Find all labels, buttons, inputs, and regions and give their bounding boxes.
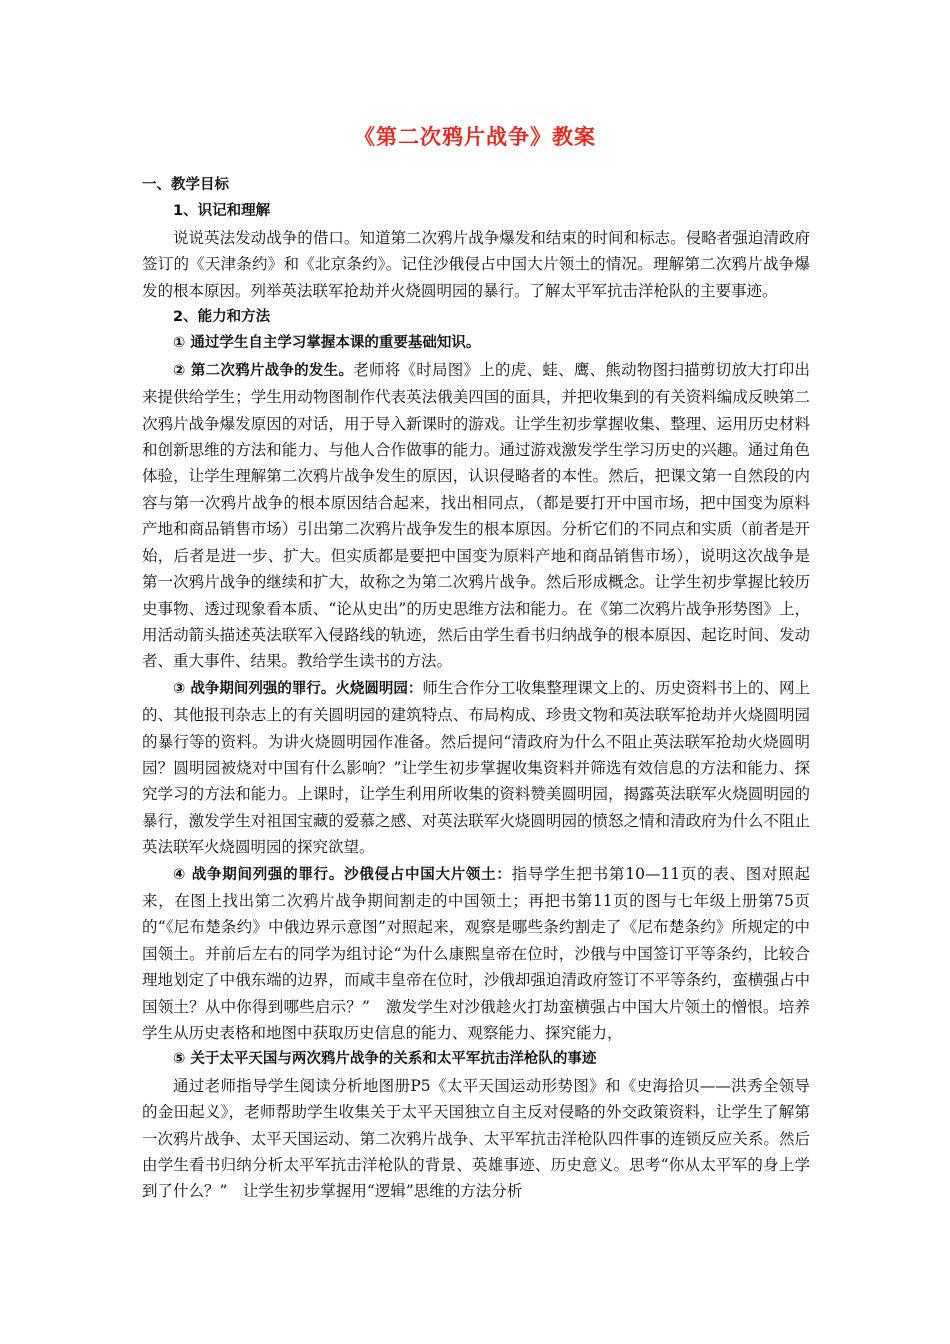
item-4-paragraph: [142, 861, 810, 1047]
subsection-heading-ability: 2、能力和方法: [173, 309, 271, 326]
item-3-lead: ③ 战争期间列强的罪行。火烧圆明园：: [173, 680, 423, 697]
paragraph-recall: 说说英法发动战争的借口。知道第二次鸦片战争爆发和结束的时间和标志。侵略者强迫清政府签订的《天津条约》和《北京条约》。记住沙俄侵占中国大片领土的情况。理解第二次鸦片战争爆发的根本原因。列举英法联军抢劫并火烧圆明园的暴行。了解太平军抗击洋枪队的主要事迹。: [142, 228, 810, 300]
item-2-lead: ② 第二次鸦片战争的发生。: [173, 362, 354, 379]
item-5-paragraph: 通过老师指导学生阅读分析地图册P5《太平天国运动形势图》和《史海拾贝——洪秀全领导的金田起义》，老师帮助学生收集关于太平天国独立自主反对侵略的外交政策资料，让学生了解第一次鸦片战争、太平天国运动、第二次鸦片战争、太平军抗击洋枪队四件事的连锁反应关系。然后由学生看书归纳分析太平军抗击洋枪队的背景、英雄事迹、历史意义。思考“你从太平军的身上学到了什么？” 让学生初步掌握用“逻辑”思维的方法分析: [142, 1076, 810, 1201]
document-title: 《第二次鸦片战争》教案: [354, 124, 596, 149]
item-4-lead: ④ 战争期间列强的罪行。沙俄侵占中国大片领土：: [173, 866, 512, 883]
item-3-paragraph: [142, 675, 810, 861]
item-1-lead: ① 通过学生自主学习掌握本课的重要基础知识。: [173, 335, 481, 352]
document-body: [142, 172, 810, 1205]
item-2-text: 老师将《时局图》上的虎、蛙、鹰、熊动物图扫描剪切放大打印出来提供给学生；学生用动物图制作代表英法俄美四国的面具，并把收集到的有关资料编成反映第二次鸦片战争爆发原因的对话，用于导入新课时的游戏。让学生初步掌握收集、整理、运用历史材料和创新思维的方法和能力、与他人合作做事的能力。通过游戏激发学生学习历史的兴趣。通过角色体验，让学生理解第二次鸦片战争发生的原因，认识侵略者的本性。然后，把课文第一自然段的内容与第一次鸦片战争的根本原因结合起来，找出相同点，（都是要打开中国市场，把中国变为原料产地和商品销售市场）引出第二次鸦片战争发生的根本原因。分析它们的不同点和实质（前者是开始，后者是进一步、扩大。但实质都是要把中国变为原料产地和商品销售市场），说明这次战争是第一次鸦片战争的继续和扩大，故称之为第二次鸦片战争。然后形成概念。让学生初步掌握比较历史事物、透过现象看本质、“论从史出”的历史思维方法和能力。在《第二次鸦片战争形势图》上，用活动箭头描述英法联军入侵路线的轨迹，然后由学生看书归纳战争的根本原因、起讫时间、发动者、重大事件、结果。教给学生读书的方法。: [142, 360, 810, 671]
section-heading-teaching-goals: 一、教学目标: [142, 177, 229, 193]
item-5-lead: ⑤ 关于太平天国与两次鸦片战争的关系和太平军抗击洋枪队的事迹: [173, 1051, 597, 1068]
subsection-heading-recall: 1、识记和理解: [173, 203, 271, 220]
item-3-text: 师生合作分工收集整理课文上的、历史资料书上的、网上的、其他报刊杂志上的有关圆明园的建筑特点、布局构成、珍贵文物和英法联军抢劫并火烧圆明园的暴行等的资料。为讲火烧圆明园作准备。然后提问“清政府为什么不阻止英法联军抢劫火烧圆明园？圆明园被烧对中国有什么影响？”让学生初步掌握收集资料并筛选有效信息的方法和能力、探究学习的方法和能力。上课时，让学生利用所收集的资料赞美圆明园，揭露英法联军火烧圆明园的暴行，激发学生对祖国宝藏的爱慕之感、对英法联军火烧圆明园的愤怒之情和清政府为什么不阻止英法联军火烧圆明园的探究欲望。: [142, 678, 810, 857]
item-4-text: 指导学生把书第10—11页的表、图对照起来，在图上找出第二次鸦片战争期间割走的中国领土；再把书第11页的图与七年级上册第75页的“《尼布楚条约》中俄边界示意图”对照起来，观察是哪些条约割走了《尼布楚条约》所规定的中国领土。并前后左右的同学为组讨论“为什么康熙皇帝在位时，沙俄与中国签订平等条约，比较合理地划定了中俄东端的边界，而咸丰皇帝在位时，沙俄却强迫清政府签订不平等条约，蛮横强占中国领土？从中你得到哪些启示？” 激发学生对沙俄趁火打劫蛮横强占中国大片领土的憎恨。培养学生从历史表格和地图中获取历史信息的能力、观察能力、探究能力，: [142, 864, 810, 1042]
item-2-paragraph: [142, 357, 810, 675]
